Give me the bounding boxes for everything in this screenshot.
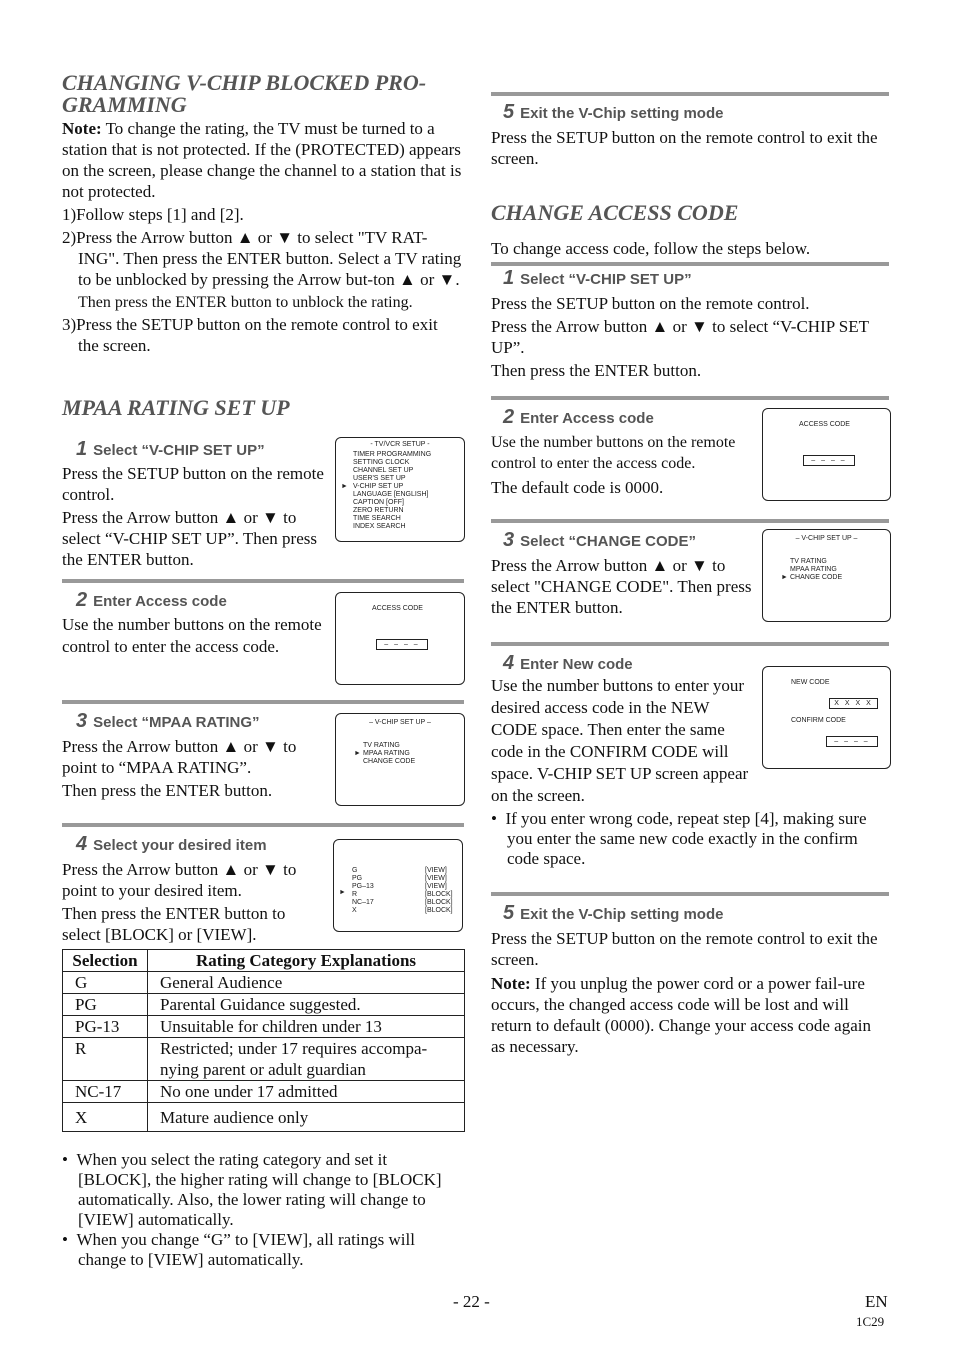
table-row	[63, 1081, 465, 1103]
step-text: Press the Arrow button ▲ or ▼ to select "CHANGE CODE". Then press the ENTER button.	[491, 556, 752, 617]
section-title: MPAA RATING SET UP	[62, 395, 290, 420]
instruction-step: 1)Follow steps [1] and [2].	[62, 205, 244, 224]
menu-list	[790, 558, 842, 582]
rating-table	[62, 949, 465, 1132]
note-paragraph: Note: To change the rating, the TV must be turned to a station that is not protected. If the (PROTECTED) appears on the screen, please change the channel to a station that is not protected.	[62, 119, 462, 201]
menu-item: CAPTION [OFF]	[353, 499, 404, 506]
divider	[62, 823, 464, 827]
instruction-step: 2)Press the Arrow button ▲ or ▼ to select "TV RAT-ING". Then press the ENTER button. Select a TV rating to be unblocked by pressing the Arrow but-ton ▲ or ▼.	[62, 228, 462, 289]
model-code: 1C29	[856, 1314, 885, 1329]
tv-vcr-setup-screen: - TV/VCR SETUP - TIMER PROGRAMMING SETTING CLOCK CHANNEL SET UP USER'S SET UP V-CHIP SET UP LANGUAGE [ENGLISH] CAPTION [OFF] ZERO RETURN TIME SEARCH INDEX SEARCH ►	[335, 437, 465, 542]
access-code-screen: ACCESS CODE – – – –	[762, 408, 891, 501]
menu-item: MPAA RATING	[363, 750, 410, 757]
rating-list	[352, 867, 374, 915]
menu-item: SETTING CLOCK	[353, 459, 410, 466]
step-heading: 3 Select “CHANGE CODE”	[503, 529, 696, 551]
rating-explanation: Parental Guidance suggested.	[148, 994, 465, 1016]
step-text: Press the SETUP button on the remote control to exit the screen. Note: If you unplug the power cord or a power fail-ure occurs, the changed access code will be lost and will return to default (0000). Change your access code again as necessary.	[491, 928, 886, 1057]
intro-text: To change access code, follow the steps below.	[491, 239, 811, 258]
cursor-icon: ►	[341, 483, 348, 490]
rating-code: PG	[63, 994, 148, 1016]
divider	[491, 92, 889, 96]
menu-item: INDEX SEARCH	[353, 523, 406, 530]
step-heading: 2 Enter Access code	[76, 589, 227, 611]
menu-item: [BLOCK]	[425, 899, 453, 906]
divider	[491, 519, 889, 523]
list-item: • If you enter wrong code, repeat step [4], making sure you enter the same new code exactly in the confirm code space.	[491, 809, 867, 868]
rating-explanation: No one under 17 admitted	[148, 1081, 465, 1103]
step-heading: 1 Select “V-CHIP SET UP”	[503, 267, 692, 289]
access-code-field: – – – –	[803, 455, 855, 466]
rating-code: R	[63, 1038, 148, 1081]
menu-list	[363, 742, 415, 766]
menu-item: LANGUAGE [ENGLISH]	[353, 491, 429, 498]
divider	[491, 642, 889, 646]
section-title: CHANGING V-CHIP BLOCKED PRO- GRAMMING	[62, 70, 427, 117]
confirm-code-field: – – – –	[826, 736, 878, 747]
menu-item: CHANNEL SET UP	[353, 467, 414, 474]
menu-item: R	[352, 891, 358, 898]
access-code-screen: ACCESS CODE – – – –	[335, 592, 465, 685]
step-text: Press the Arrow button ▲ or ▼ to point to “MPAA RATING”. Then press the ENTER button.	[62, 737, 297, 800]
changing-section	[62, 72, 462, 356]
table-row	[63, 972, 465, 994]
rating-values	[425, 867, 453, 915]
new-code-screen: NEW CODE X X X X CONFIRM CODE – – – –	[762, 666, 891, 769]
step-heading: 5 Exit the V-Chip setting mode	[503, 902, 724, 924]
menu-item: TV RATING	[363, 742, 400, 749]
menu-item: [VIEW]	[425, 875, 447, 882]
access-code-field: – – – –	[376, 639, 428, 650]
menu-item: NC–17	[352, 899, 374, 906]
step-text: Press the Arrow button ▲ or ▼ to point to your desired item. Then press the ENTER button to select [BLOCK] or [VIEW].	[62, 860, 297, 944]
note-paragraph: Note: If you unplug the power cord or a power fail-ure occurs, the changed access code will be lost and will return to default (0000). Change your access code again as necessary.	[491, 974, 871, 1056]
instruction-step: 3)Press the SETUP button on the remote control to exit the screen.	[62, 315, 438, 355]
language-code: EN	[865, 1292, 888, 1311]
divider	[491, 396, 889, 400]
table-header-row	[63, 950, 465, 972]
menu-item: V-CHIP SET UP	[353, 483, 404, 490]
menu-item: TIMER PROGRAMMING	[353, 451, 432, 458]
rating-explanation: General Audience	[148, 972, 465, 994]
cursor-icon: ►	[339, 889, 346, 896]
column-header: Rating Category Explanations	[148, 950, 465, 972]
menu-item: CHANGE CODE	[363, 758, 416, 765]
step-text: Use the number buttons to enter your desired access code in the NEW CODE space. Then enter the same code in the CONFIRM CODE will space. V-CHIP SET UP screen appear on the screen.	[491, 676, 749, 805]
step-heading: 2 Enter Access code	[503, 406, 654, 428]
page-number: - 22 -	[453, 1292, 490, 1311]
table-row	[63, 1016, 465, 1038]
menu-item: CHANGE CODE	[790, 574, 843, 581]
list-item: • When you select the rating category and set it [BLOCK], the higher rating will change to [BLOCK] automatically. Also, the lower rating will change to [VIEW] automatically.	[62, 1150, 442, 1229]
step-heading: 4 Enter New code	[503, 652, 633, 674]
rating-code: X	[63, 1103, 148, 1132]
menu-item: [VIEW]	[425, 867, 447, 874]
rating-code: PG-13	[63, 1016, 148, 1038]
mpaa-ratings-screen	[333, 839, 463, 932]
instruction-step: Then press the ENTER button to unblock the rating.	[78, 294, 413, 311]
step-heading: 5 Exit the V-Chip setting mode	[503, 101, 724, 123]
step-text: Press the SETUP button on the remote control to exit the screen.	[491, 128, 878, 168]
divider	[62, 579, 464, 583]
menu-item: ZERO RETURN	[353, 507, 404, 514]
menu-item: [BLOCK]	[425, 907, 453, 914]
menu-item: G	[352, 867, 358, 874]
table-row	[63, 994, 465, 1016]
column-header: Selection	[63, 950, 148, 972]
step-heading: 4 Select your desired item	[76, 833, 267, 855]
section-title: CHANGE ACCESS CODE	[491, 200, 739, 225]
menu-item: [VIEW]	[425, 883, 447, 890]
table-row	[63, 1038, 465, 1081]
step-text: Use the number buttons on the remote control to enter the access code. The default code is 0000.	[491, 434, 736, 497]
rating-explanation: Restricted; under 17 requires accompa-nying parent or adult guardian	[148, 1038, 465, 1081]
step-text: Use the number buttons on the remote control to enter the access code.	[62, 615, 322, 656]
bullet-list	[62, 1150, 462, 1270]
menu-item: X	[352, 907, 357, 914]
cursor-icon: ►	[781, 574, 788, 581]
menu-item: PG	[352, 875, 363, 882]
menu-list	[353, 451, 431, 531]
menu-item: USER'S SET UP	[353, 475, 406, 482]
rating-explanation: Mature audience only	[148, 1103, 465, 1132]
divider	[491, 262, 889, 266]
divider	[491, 892, 889, 896]
list-item: • When you change “G” to [VIEW], all ratings will change to [VIEW] automatically.	[62, 1230, 415, 1269]
vchip-setup-screen: – V-CHIP SET UP – TV RATING MPAA RATING CHANGE CODE ►	[335, 713, 465, 806]
menu-item: TV RATING	[790, 558, 827, 565]
menu-item: [BLOCK]	[425, 891, 453, 898]
bullet-list	[491, 809, 886, 869]
menu-item: MPAA RATING	[790, 566, 837, 573]
rating-explanation: Unsuitable for children under 13	[148, 1016, 465, 1038]
step-heading: 3 Select “MPAA RATING”	[76, 710, 260, 732]
step-heading: 1 Select “V-CHIP SET UP”	[76, 438, 265, 460]
step-text: Press the SETUP button on the remote control. Press the Arrow button ▲ or ▼ to select “V-CHIP SET UP”. Then press the ENTER button.	[62, 464, 324, 569]
cursor-icon: ►	[354, 750, 361, 757]
table-row	[63, 1103, 465, 1132]
menu-item: PG–13	[352, 883, 374, 890]
divider	[62, 700, 464, 704]
rating-code: G	[63, 972, 148, 994]
vchip-setup-screen: – V-CHIP SET UP – TV RATING MPAA RATING CHANGE CODE ►	[762, 529, 891, 622]
new-code-field: X X X X	[829, 698, 878, 709]
menu-item: TIME SEARCH	[353, 515, 401, 522]
rating-code: NC-17	[63, 1081, 148, 1103]
step-text: Press the SETUP button on the remote control. Press the Arrow button ▲ or ▼ to select “V-CHIP SET UP”. Then press the ENTER button.	[491, 294, 869, 380]
